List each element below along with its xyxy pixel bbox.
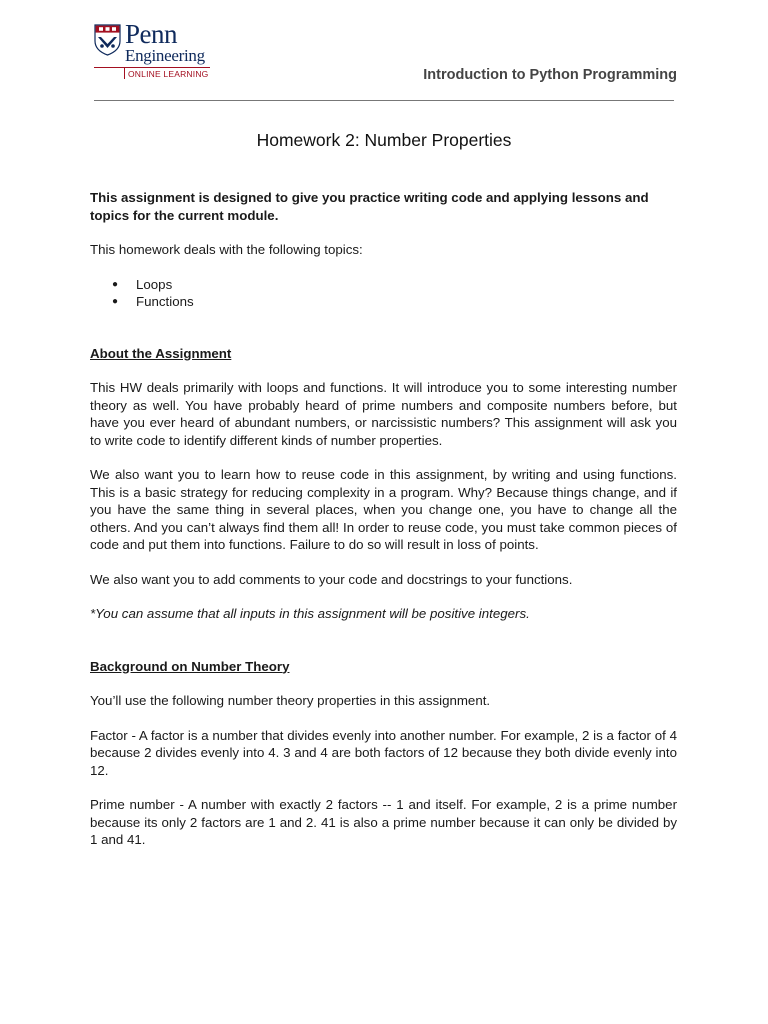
list-item: ● Functions [112,293,677,311]
logo-divider [94,67,210,68]
logo-penn-text: Penn [125,19,177,49]
prime-definition: Prime number - A number with exactly 2 factors -- 1 and itself. For example, 2 is a prime number because its only 2 factors are 1 and 2. 41 is also a prime number because it can only be divided by 1 and 41. [90,797,677,847]
about-heading: About the Assignment [90,345,232,361]
logo-engineering-text: Engineering [125,46,205,65]
penn-shield-icon [94,24,121,56]
background-heading: Background on Number Theory [90,658,290,674]
inputs-note [90,605,677,623]
course-title: Introduction to Python Programming [423,67,677,83]
topics-list [90,276,677,311]
inputs-note-emphasis: all inputs in this assignment will be positive integers. [223,606,530,621]
about-paragraph-1: This HW deals primarily with loops and functions. It will introduce you to some interesting number theory as well. You have probably heard of prime numbers and composite numbers before, but have you ever heard of abundant numbers, or narcissistic numbers? This assignment will ask you to write code to identify different kinds of number properties. [90,380,677,448]
factor-definition: Factor - A factor is a number that divides evenly into another number. For example, 2 is a factor of 4 because 2 divides evenly into 4. 3 and 4 are both factors of 12 because they both divide evenly into 12. [90,727,677,778]
list-item: ● Loops [112,276,677,294]
logo-divider-tick [124,67,125,79]
topics-intro: This homework deals with the following topics: [90,242,363,257]
header-divider [94,100,674,101]
about-paragraph-2: We also want you to learn how to reuse code in this assignment, by writing and using functions. This is a basic strategy for reducing complexity in a program. Why? Because things change, and if you have the same thing in several places, when you change one, you have to change all the others. And you can’t always find them all! In order to reuse code, you must take common pieces of code and put them into functions. Failure to do so will result in loss of points. [90,467,677,552]
about-paragraph-3: We also want you to add comments to your code and docstrings to your functions. [90,571,573,587]
intro-bold-paragraph: This assignment is designed to give you practice writing code and applying lessons and topics for the current module. [90,190,649,223]
inputs-note-prefix: *You can assume that [90,606,224,621]
logo-online-learning-text: ONLINE LEARNING [128,69,209,79]
document-body [90,189,677,849]
homework-title: Homework 2: Number Properties [256,130,512,150]
background-intro: You’ll use the following number theory properties in this assignment. [90,693,491,708]
penn-engineering-logo [94,19,224,82]
